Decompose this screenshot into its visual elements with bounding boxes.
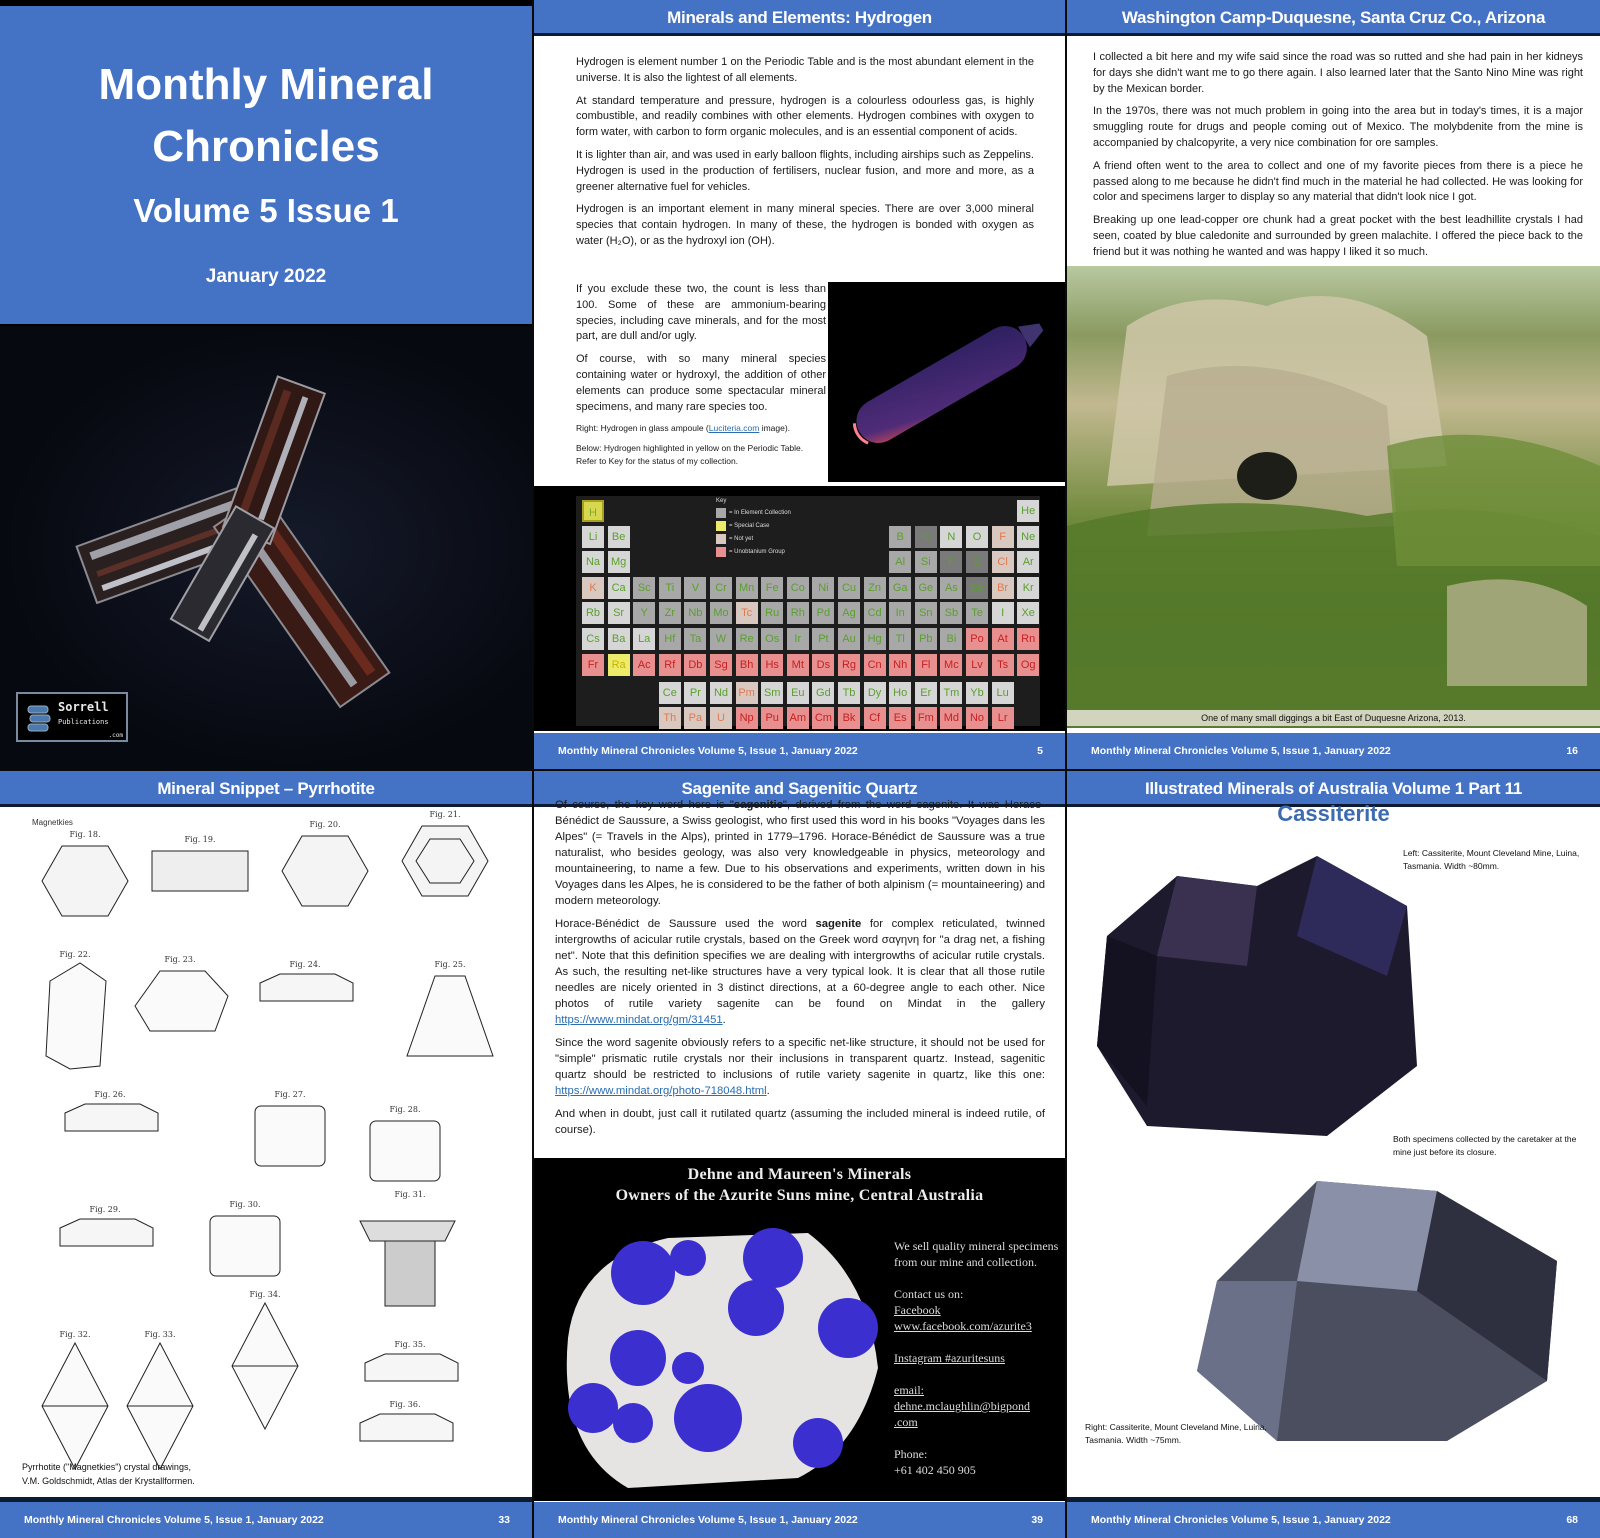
key-item-special: = Special Case bbox=[716, 519, 791, 532]
email-link[interactable]: dehne.mclaughlin@bigpond bbox=[894, 1399, 1031, 1413]
element-rn: Rn bbox=[1017, 628, 1039, 650]
paragraph: Of course, with so many mineral species containing water or hydroxyl, the addition of other elements can produce some spectacular mineral specimens, and many rare species too. bbox=[576, 353, 826, 413]
element-pm: Pm bbox=[736, 682, 758, 704]
crystal-figure: Fig. 27. bbox=[250, 1090, 330, 1171]
page-header: Mineral Snippet – Pyrrhotite bbox=[0, 771, 532, 807]
hydrogen-intro bbox=[576, 55, 1034, 257]
page-footer bbox=[534, 1502, 1065, 1538]
element-ho: Ho bbox=[889, 682, 911, 704]
element-y: Y bbox=[633, 602, 655, 624]
page-footer bbox=[534, 733, 1065, 769]
element-o: O bbox=[966, 526, 988, 548]
pyrrhotite-page bbox=[0, 771, 532, 1538]
element-bk: Bk bbox=[838, 707, 860, 729]
page-number: 39 bbox=[1031, 1514, 1043, 1526]
element-ti: Ti bbox=[659, 577, 681, 599]
paragraph: Hydrogen is an important element in many mineral species. There are over 3,000 mineral species that contain hydrogen. In many of these, the hydrogen is bonded with oxygen as water (H₂O), or as the hydroxyl ion (OH). bbox=[576, 203, 1034, 247]
crystal-figure: Fig. 33. bbox=[125, 1330, 195, 1471]
phone-number: +61 402 450 905 bbox=[894, 1463, 976, 1477]
element-ar: Ar bbox=[1017, 551, 1039, 573]
element-mt: Mt bbox=[787, 654, 809, 676]
crystal-figure: Fig. 23. bbox=[130, 955, 230, 1036]
cover-title: Monthly Mineral Chronicles bbox=[98, 60, 434, 171]
element-cd: Cd bbox=[864, 602, 886, 624]
element-th: Th bbox=[659, 707, 681, 729]
element-c: C bbox=[915, 526, 937, 548]
element-in: In bbox=[889, 602, 911, 624]
element-po: Po bbox=[966, 628, 988, 650]
ampoule-caption: Right: Hydrogen in glass ampoule (Luciteria.com image). bbox=[576, 423, 791, 434]
element-cs: Cs bbox=[582, 628, 604, 650]
element-eu: Eu bbox=[787, 682, 809, 704]
element-cn: Cn bbox=[864, 654, 886, 676]
element-w: W bbox=[710, 628, 732, 650]
element-no: No bbox=[966, 707, 988, 729]
element-xe: Xe bbox=[1017, 602, 1039, 624]
sagenite-page bbox=[534, 771, 1065, 1538]
element-rb: Rb bbox=[582, 602, 604, 624]
landscape-image bbox=[1067, 266, 1600, 710]
element-am: Am bbox=[787, 707, 809, 729]
element-hg: Hg bbox=[864, 628, 886, 650]
element-nh: Nh bbox=[889, 654, 911, 676]
cover-date: January 2022 bbox=[205, 266, 327, 287]
element-be: Be bbox=[608, 526, 630, 548]
page-footer bbox=[1067, 1502, 1600, 1538]
paragraph: I collected a bit here and my wife said since the road was so rutted and she had pain in her kidneys for days she didn't want me to go there again. I also learned later that the Santo Nino Mine was right by the Mexican border. bbox=[1093, 51, 1583, 95]
element-te: Te bbox=[966, 602, 988, 624]
azurite-suns-photo bbox=[548, 1218, 888, 1493]
element-mc: Mc bbox=[940, 654, 962, 676]
element-ir: Ir bbox=[787, 628, 809, 650]
drawings-caption: Pyrrhotite ("Magnetkies") crystal drawings, V.M. Goldschmidt, Atlas der Krystallformen. bbox=[22, 1462, 195, 1486]
element-bh: Bh bbox=[736, 654, 758, 676]
element-rg: Rg bbox=[838, 654, 860, 676]
element-li: Li bbox=[582, 526, 604, 548]
crystal-figure: Fig. 34. bbox=[230, 1290, 300, 1431]
element-ba: Ba bbox=[608, 628, 630, 650]
element-sn: Sn bbox=[915, 602, 937, 624]
element-dy: Dy bbox=[864, 682, 886, 704]
element-au: Au bbox=[838, 628, 860, 650]
element-as: As bbox=[940, 577, 962, 599]
element-br: Br bbox=[992, 577, 1014, 599]
element-pu: Pu bbox=[761, 707, 783, 729]
cassiterite-specimen-right bbox=[1177, 1161, 1577, 1461]
page-number: 33 bbox=[498, 1514, 510, 1526]
element-u: U bbox=[710, 707, 732, 729]
element-he: He bbox=[1017, 500, 1039, 522]
element-ac: Ac bbox=[633, 654, 655, 676]
crystal-figure: Fig. 29. bbox=[55, 1205, 155, 1256]
paragraph: Hydrogen is element number 1 on the Periodic Table and is the most abundant element in the universe. It is also the lightest of all elements. bbox=[576, 56, 1034, 84]
element-og: Og bbox=[1017, 654, 1039, 676]
crystal-figure: Fig. 26. bbox=[60, 1090, 160, 1141]
element-sr: Sr bbox=[608, 602, 630, 624]
books-icon bbox=[26, 704, 52, 732]
element-cf: Cf bbox=[864, 707, 886, 729]
table-caption: Below: Hydrogen highlighted in yellow on the Periodic Table. Refer to Key for the status of my collection. bbox=[576, 443, 804, 467]
sagenite-text bbox=[555, 797, 1045, 1145]
page-number: 5 bbox=[1037, 745, 1043, 757]
element-k: K bbox=[582, 577, 604, 599]
facebook-url-link[interactable]: www.facebook.com/azurite3 bbox=[894, 1319, 1032, 1333]
element-s: S bbox=[966, 551, 988, 573]
element-ra: Ra bbox=[608, 654, 630, 676]
element-pt: Pt bbox=[812, 628, 834, 650]
element-yb: Yb bbox=[966, 682, 988, 704]
element-lr: Lr bbox=[992, 707, 1014, 729]
hydrogen-page bbox=[534, 0, 1065, 769]
page-number: 16 bbox=[1566, 745, 1578, 757]
element-sg: Sg bbox=[710, 654, 732, 676]
element-ta: Ta bbox=[684, 628, 706, 650]
mindat-photo-link[interactable]: https://www.mindat.org/photo-718048.html bbox=[555, 1085, 767, 1097]
key-item-unobtanium: = Unobtanium Group bbox=[716, 545, 791, 558]
cover-banner bbox=[0, 6, 532, 324]
element-er: Er bbox=[915, 682, 937, 704]
azurite-suns-advert bbox=[534, 1158, 1065, 1501]
element-pr: Pr bbox=[684, 682, 706, 704]
element-sc: Sc bbox=[633, 577, 655, 599]
crystal-figure: Fig. 28. bbox=[365, 1105, 445, 1186]
element-ge: Ge bbox=[915, 577, 937, 599]
element-hs: Hs bbox=[761, 654, 783, 676]
element-zn: Zn bbox=[864, 577, 886, 599]
element-cr: Cr bbox=[710, 577, 732, 599]
crystal-figure: Fig. 21. bbox=[400, 810, 490, 901]
element-mg: Mg bbox=[608, 551, 630, 573]
crystal-figure: Fig. 36. bbox=[355, 1400, 455, 1451]
arizona-text bbox=[1093, 50, 1583, 268]
paragraph: It is lighter than air, and was used in early balloon flights, including airships such as Zeppelins. Hydrogen is used in the production of fertilisers, nuclear fusion, and more and more, as a greener alternative fuel for vehicles. bbox=[576, 148, 1034, 193]
email-label: email: bbox=[894, 1383, 924, 1397]
advert-title: Dehne and Maureen's Minerals Owners of the Azurite Suns mine, Central Australia bbox=[615, 1166, 984, 1204]
ampoule-image bbox=[828, 282, 1065, 482]
hydrogen-ampoule-photo bbox=[828, 282, 1065, 482]
key-item-notyet: = Not yet bbox=[716, 532, 791, 545]
element-si: Si bbox=[915, 551, 937, 573]
element-cm: Cm bbox=[812, 707, 834, 729]
crystal-figure: Fig. 24. bbox=[255, 960, 355, 1011]
periodic-table-figure bbox=[534, 486, 1065, 731]
element-re: Re bbox=[736, 628, 758, 650]
key-item-collected: = In Element Collection bbox=[716, 506, 791, 519]
element-pb: Pb bbox=[915, 628, 937, 650]
caption-right-specimen: Right: Cassiterite, Mount Cleveland Mine, Luina, Tasmania. Width ~75mm. bbox=[1085, 1422, 1267, 1445]
element-lu: Lu bbox=[992, 682, 1014, 704]
element-mo: Mo bbox=[710, 602, 732, 624]
crystal-figure: Fig. 32. bbox=[40, 1330, 110, 1471]
footer-title: Monthly Mineral Chronicles Volume 5, Issue 1, January 2022 bbox=[24, 1514, 324, 1526]
element-sb: Sb bbox=[940, 602, 962, 624]
element-mn: Mn bbox=[736, 577, 758, 599]
element-ag: Ag bbox=[838, 602, 860, 624]
element-cu: Cu bbox=[838, 577, 860, 599]
publisher-logo[interactable] bbox=[16, 692, 128, 742]
page-footer bbox=[1067, 733, 1600, 769]
footer-title: Monthly Mineral Chronicles Volume 5, Issue 1, January 2022 bbox=[558, 1514, 858, 1526]
element-h: H bbox=[582, 500, 604, 522]
page-header: Washington Camp-Duquesne, Santa Cruz Co., Arizona bbox=[1067, 0, 1600, 36]
arizona-page bbox=[1067, 0, 1600, 769]
publisher-sub: Publications bbox=[58, 718, 109, 726]
caption-left-specimen: Left: Cassiterite, Mount Cleveland Mine, Luina, Tasmania. Width ~80mm. bbox=[1403, 848, 1580, 871]
element-nb: Nb bbox=[684, 602, 706, 624]
periodic-table bbox=[576, 496, 1040, 726]
footer-title: Monthly Mineral Chronicles Volume 5, Issue 1, January 2022 bbox=[1091, 1514, 1391, 1526]
element-sm: Sm bbox=[761, 682, 783, 704]
element-co: Co bbox=[787, 577, 809, 599]
element-nd: Nd bbox=[710, 682, 732, 704]
element-ga: Ga bbox=[889, 577, 911, 599]
element-ts: Ts bbox=[992, 654, 1014, 676]
hydrogen-left-column bbox=[576, 282, 826, 475]
element-i: I bbox=[992, 602, 1014, 624]
element-tb: Tb bbox=[838, 682, 860, 704]
caption-both-specimens: Both specimens collected by the caretaker at the mine just before its closure. bbox=[1393, 1134, 1577, 1157]
page-header: Sagenite and Sagenitic Quartz bbox=[534, 771, 1065, 807]
publisher-name: Sorrell bbox=[58, 700, 109, 714]
cassiterite-specimen-left bbox=[1087, 846, 1427, 1146]
paragraph: And when in doubt, just call it rutilated quartz (assuming the included mineral is indeed rutile, of course). bbox=[555, 1108, 1045, 1136]
page-header: Illustrated Minerals of Australia Volume 1 Part 11 bbox=[1067, 771, 1600, 807]
element-lv: Lv bbox=[966, 654, 988, 676]
paragraph: Of course, the key word here is "sagenitic", derived from the word sagenite. It was Horace-Bénédict de Saussure, a Swiss geologist, who first used this word in his books "Voyages dans les Alpes" (= Travels in the Alps), printed in 1779–1796. Horace-Bénédict de Saussure was a true naturalist, who besides geology, was also very knowledgeable in physics, meteorology and mountaineering, to name a few. Due to his observations and experiments, written down in his Voyages dans les Alpes, he is considered to be the father of both alpinism (= mountaineering) and modern meteorology. bbox=[555, 799, 1045, 907]
element-la: La bbox=[633, 628, 655, 650]
element-tm: Tm bbox=[940, 682, 962, 704]
crystal-figure: Fig. 22. bbox=[40, 950, 110, 1071]
element-rh: Rh bbox=[787, 602, 809, 624]
paragraph: Horace-Bénédict de Saussure used the word sagenite for complex reticulated, twinned intergrowths of acicular rutile crystals, based on the Greek word σαγηνη for "a drag net, a fishing net". Note that this definition specifies we are dealing with intergrowths of acicular rutile crystals. As such, the resulting net-like structures have a very typical look. It is clear that all those rutile needles are nicely oriented in 3 distinct directions, at a 60-degree angle to each other. Nice photos of rutile variety sagenite can be found on Mindat in the gallery https://www.mindat.org/gm/31451. bbox=[555, 918, 1045, 1026]
paragraph: Since the word sagenite obviously refers to a specific net-like structure, it should not be used for "simple" prismatic rutile crystals nor their inclusions in transparent quartz. Instead, sagenitic quartz should be restricted to inclusions of rutile variety sagenite in quartz, like this one: https://www.mindat.org/photo-718048.html. bbox=[555, 1037, 1045, 1097]
luciteria-link[interactable]: Luciteria.com bbox=[708, 423, 760, 434]
element-ni: Ni bbox=[812, 577, 834, 599]
element-pa: Pa bbox=[684, 707, 706, 729]
element-ds: Ds bbox=[812, 654, 834, 676]
page-footer bbox=[0, 1502, 532, 1538]
crystal-drawings bbox=[0, 810, 532, 1498]
element-f: F bbox=[992, 526, 1014, 548]
page-number: 68 bbox=[1566, 1514, 1578, 1526]
element-zr: Zr bbox=[659, 602, 681, 624]
element-n: N bbox=[940, 526, 962, 548]
element-gd: Gd bbox=[812, 682, 834, 704]
element-b: B bbox=[889, 526, 911, 548]
crystal-figure: Fig. 31. bbox=[355, 1190, 465, 1311]
cassiterite-page bbox=[1067, 771, 1600, 1538]
element-se: Se bbox=[966, 577, 988, 599]
paragraph: Breaking up one lead-copper ore chunk had a great pocket with the best leadhillite crystals I had seen, coated by blue caledonite and surrounded by green malachite. I offered the piece back to the friend but it was nothing he wanted and was happy I liked it so much. bbox=[1093, 214, 1583, 258]
element-ca: Ca bbox=[608, 577, 630, 599]
element-ne: Ne bbox=[1017, 526, 1039, 548]
footer-title: Monthly Mineral Chronicles Volume 5, Issue 1, January 2022 bbox=[558, 745, 858, 757]
element-ce: Ce bbox=[659, 682, 681, 704]
element-fl: Fl bbox=[915, 654, 937, 676]
element-al: Al bbox=[889, 551, 911, 573]
element-es: Es bbox=[889, 707, 911, 729]
element-np: Np bbox=[736, 707, 758, 729]
paragraph: A friend often went to the area to collect and one of my favorite pieces from there is a piece he passed along to me because he didn't find much in the material he had collected. He was looking for color and specimens larger to display so any material that didn't look nice I got. bbox=[1093, 159, 1583, 204]
advert-contact: We sell quality mineral specimens from our mine and collection. Contact us on: Facebook www.facebook.com/azurite3 Instagram #azuritesuns email: dehne.mclaughlin@bigpond .com Phone: +61 402 450 905 bbox=[894, 1238, 1064, 1478]
element-p: P bbox=[940, 551, 962, 573]
element-tc: Tc bbox=[736, 602, 758, 624]
paragraph: If you exclude these two, the count is less than 100. Some of these are ammonium-bearing species, including cave minerals, and for the most part, are dull and/or ugly. bbox=[576, 283, 826, 343]
footer-title: Monthly Mineral Chronicles Volume 5, Issue 1, January 2022 bbox=[1091, 745, 1391, 757]
element-tl: Tl bbox=[889, 628, 911, 650]
element-ru: Ru bbox=[761, 602, 783, 624]
diggings-photo bbox=[1067, 266, 1600, 728]
crystal-figure: Fig. 20. bbox=[280, 820, 370, 911]
page-header: Minerals and Elements: Hydrogen bbox=[534, 0, 1065, 36]
paragraph: At standard temperature and pressure, hydrogen is a colourless odourless gas, is highly combustible, and readily combines with other elements. Hydrogen combines with oxygen to form water, with carbon to form organic molecules, and is an essential component of acids. bbox=[576, 94, 1034, 139]
cover-crystal-photo bbox=[0, 326, 532, 769]
crystal-figure: Fig. 25. bbox=[405, 960, 495, 1061]
cover-volume: Volume 5 Issue 1 bbox=[133, 192, 399, 229]
mineral-title: Cassiterite bbox=[1277, 801, 1390, 826]
element-rf: Rf bbox=[659, 654, 681, 676]
element-cl: Cl bbox=[992, 551, 1014, 573]
element-na: Na bbox=[582, 551, 604, 573]
element-fe: Fe bbox=[761, 577, 783, 599]
mindat-gallery-link[interactable]: https://www.mindat.org/gm/31451 bbox=[555, 1014, 723, 1026]
instagram-link[interactable]: Instagram #azuritesuns bbox=[894, 1351, 1005, 1365]
facebook-link[interactable]: Facebook bbox=[894, 1303, 941, 1317]
magnetkies-label: Magnetkies bbox=[32, 818, 73, 827]
element-fm: Fm bbox=[915, 707, 937, 729]
cover-page bbox=[0, 0, 532, 769]
crystal-figure: Fig. 30. bbox=[205, 1200, 285, 1281]
element-fr: Fr bbox=[582, 654, 604, 676]
photo-caption: One of many small diggings a bit East of Duquesne Arizona, 2013. bbox=[1067, 710, 1600, 726]
element-pd: Pd bbox=[812, 602, 834, 624]
element-hf: Hf bbox=[659, 628, 681, 650]
element-bi: Bi bbox=[940, 628, 962, 650]
periodic-key: Key = In Element Collection = Special Case = Not yet = Unobtanium Group bbox=[716, 498, 791, 558]
paragraph: In the 1970s, there was not much problem in going into the area but in today's times, it is a major smuggling route for drugs and people coming out of Mexico. The molybdenite from the mine is accompanied by chalcopyrite, a very nice combination for ore samples. bbox=[1093, 105, 1583, 149]
element-db: Db bbox=[684, 654, 706, 676]
crystal-figure: Fig. 18. bbox=[40, 830, 130, 921]
element-v: V bbox=[684, 577, 706, 599]
publisher-tld: .com bbox=[108, 732, 123, 739]
crystal-figure: Fig. 19. bbox=[150, 835, 250, 896]
element-at: At bbox=[992, 628, 1014, 650]
element-md: Md bbox=[940, 707, 962, 729]
element-kr: Kr bbox=[1017, 577, 1039, 599]
crystal-figure: Fig. 35. bbox=[360, 1340, 460, 1391]
element-os: Os bbox=[761, 628, 783, 650]
